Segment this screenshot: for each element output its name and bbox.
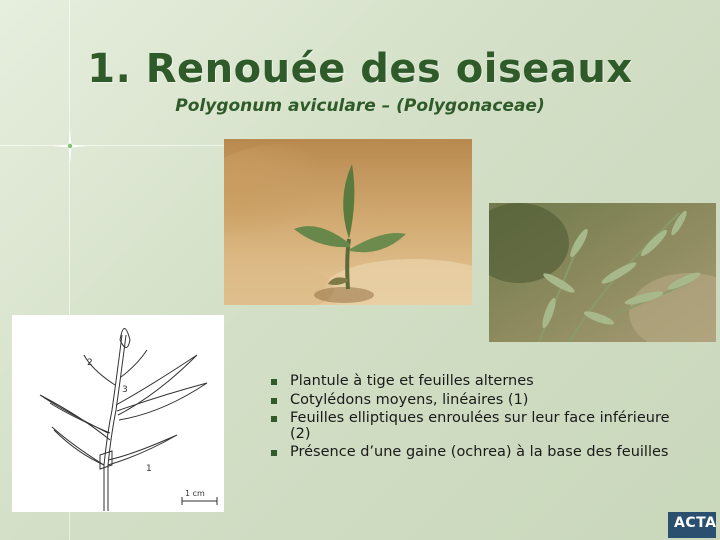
seedling-photo	[224, 139, 472, 305]
logo-text: ACTA	[674, 515, 717, 531]
drawing-label-2: 2	[87, 358, 93, 368]
slide-title: 1. Renouée des oiseaux	[87, 46, 633, 92]
bullet-item: Feuilles elliptiques enroulées sur leur face inférieure (2)	[270, 411, 670, 442]
bullet-item: Plantule à tige et feuilles alternes	[270, 374, 670, 390]
botanical-drawing	[12, 315, 224, 512]
scale-label: 1 cm	[185, 489, 205, 498]
sparkle-icon	[52, 128, 88, 164]
bullet-item: Présence d’une gaine (ochrea) à la base des feuilles	[270, 445, 670, 461]
drawing-label-1: 1	[146, 464, 152, 474]
bullet-item: Cotylédons moyens, linéaires (1)	[270, 393, 670, 409]
slide-subtitle: Polygonum aviculare – (Polygonaceae)	[175, 96, 545, 116]
bullet-list	[270, 374, 670, 464]
drawing-label-3: 3	[122, 385, 128, 395]
plant-photo	[489, 203, 716, 342]
acta-logo	[668, 512, 716, 538]
